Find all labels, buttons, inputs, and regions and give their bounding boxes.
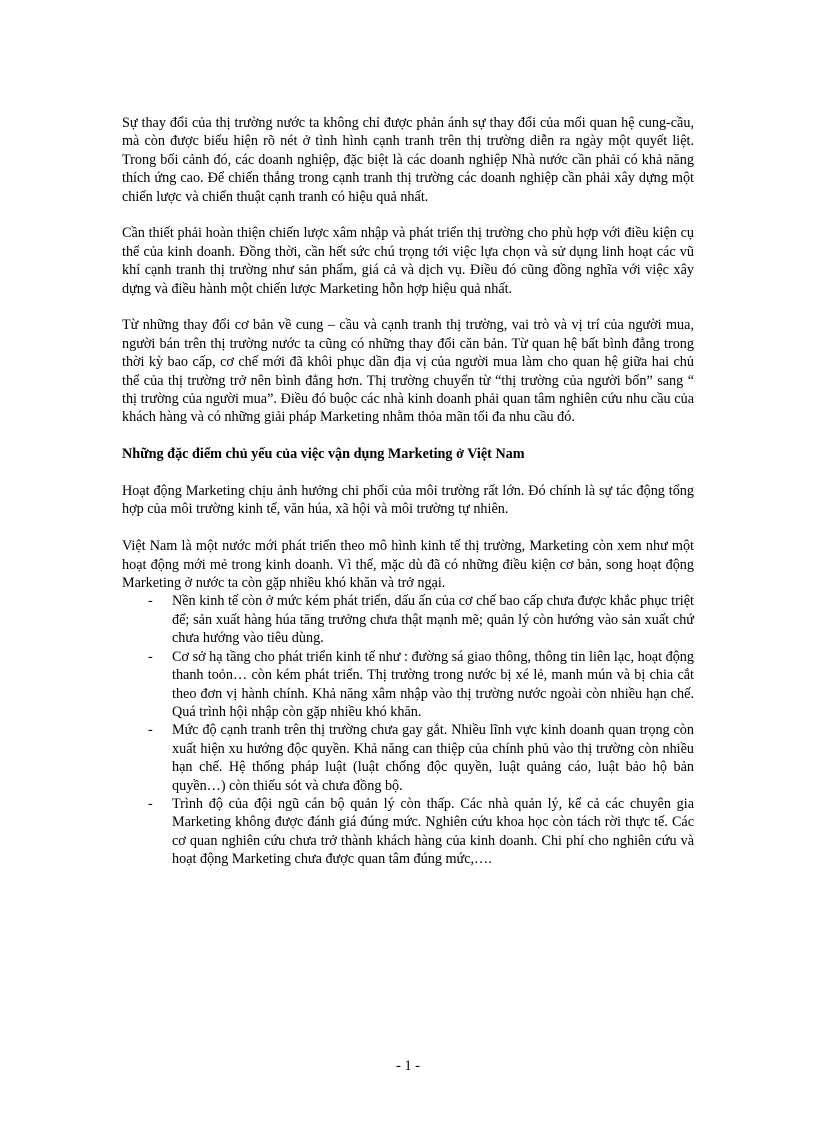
paragraph-strategy-need: Cần thiết phải hoàn thiện chiến lược xâm nhập và phát triển thị trường cho phù hợp với điều kiện cụ thể của kinh doanh. Đồng thời, cần hết sức chú trọng tới việc lựa chọn và sử dụng linh hoạt các vũ khí cạnh tranh thị trường như sản phẩm, giá cả và dịch vụ. Điều đó cũng đồng nghĩa với việc xây dựng và điều hành một chiến lược Marketing hỗn hợp hiệu quả nhất. (122, 225, 694, 297)
list-item (122, 648, 694, 722)
list-item (122, 592, 694, 647)
paragraph-market-change: Sự thay đổi của thị trường nước ta không chỉ được phản ánh sự thay đổi của mối quan hệ cung-cầu, mà còn được biểu hiện rõ nét ở tình hình cạnh tranh trên thị trường diễn ra ngày một quyết liệt. Trong bối cảnh đó, các doanh nghiệp, đặc biệt là các doanh nghiệp Nhà nước cần phải có khả năng thích ứng cao. Để chiến thắng trong cạnh tranh thị trường các doanh nghiệp cần phải xây dựng một chiến lược và chiến thuật cạnh tranh có hiệu quả nhất. (122, 115, 694, 205)
list-item-text: Trình độ của đội ngũ cán bộ quản lý còn thấp. Các nhà quản lý, kể cả các chuyên gia Marketing không được đánh giá đúng mức. Nghiên cứu khoa học còn tách rời thực tế. Các cơ quan nghiên cứu chưa trở thành khách hàng của kinh doanh. Chi phí cho nghiên cứu và hoạt động Marketing chưa được quan tâm đúng mức,…. (172, 795, 694, 868)
list-item-text: Mức độ cạnh tranh trên thị trường chưa gay gắt. Nhiều lĩnh vực kinh doanh quan trọng còn xuất hiện xu hướng độc quyền. Khả năng can thiệp của chính phủ vào thị trường còn nhiều hạn chế. Hệ thống pháp luật (luật chống độc quyền, luật quảng cáo, luật bảo hộ bản quyền…) còn thiếu sót và chưa đồng bộ. (172, 722, 694, 794)
list-item (122, 721, 694, 795)
list-item-text: Cơ sở hạ tầng cho phát triển kinh tế như : đường sá giao thông, thông tin liên lạc, hoạt động thanh toỏn… còn kém phát triển. Thị trường trong nước bị xé lẻ, manh mún và bị chia cắt theo đơn vị hành chính. Khả năng xâm nhập vào thị trường nước ngoài còn nhiều hạn chế. Quá trình hội nhập còn gặp nhiều khó khăn. (172, 648, 694, 720)
paragraph-marketing-environment: Hoạt động Marketing chịu ảnh hưởng chi phối của môi trường rất lớn. Đó chính là sự tác động tổng hợp của môi trường kinh tế, văn húa, xã hội và môi trường tự nhiên. (122, 483, 694, 518)
document-page (122, 114, 694, 869)
bullet-dash: - (148, 648, 153, 665)
list-item-text: Nền kinh tế còn ở mức kém phát triển, dấu ấn của cơ chế bao cấp chưa được khắc phục triệt để; sản xuất hàng húa tăng trưởng chưa thật mạnh mẽ; quản lý còn hướng vào sản xuất chứ chưa hướng vào tiêu dùng. (172, 593, 694, 647)
section-heading: Những đặc điểm chủ yếu của việc vận dụng Marketing ở Việt Nam (122, 446, 525, 463)
bullet-dash: - (148, 593, 153, 610)
difficulties-list (122, 592, 694, 868)
paragraph-buyer-seller-role: Từ những thay đổi cơ bản về cung – cầu và cạnh tranh thị trường, vai trò và vị trí của người mua, người bán trên thị trường nước ta cũng có những thay đổi căn bản. Từ quan hệ bất bình đẳng trong thời kỳ bao cấp, cơ chế mới đã khôi phục dần địa vị của người mua làm cho quan hệ giữa hai chủ thể của thị trường trở nên bình đẳng hơn. Thị trường chuyển từ “thị trường của người bốn” sang “ thị trường của người mua”. Điều đó buộc các nhà kinh doanh phải quan tâm nghiên cứu nhu cầu của khách hàng và có những giải pháp Marketing nhằm thỏa mãn tối đa nhu cầu đó. (122, 317, 694, 426)
bullet-dash: - (148, 795, 153, 812)
bullet-dash: - (148, 722, 153, 739)
list-item (122, 795, 694, 869)
page-number: - 1 - (396, 1058, 420, 1074)
paragraph-list-intro: Việt Nam là một nước mới phát triển theo mô hình kinh tế thị trường, Marketing còn xem như một hoạt động mới mẻ trong kinh doanh. Vì thế, mặc dù đã có những điều kiện cơ bản, song hoạt động Marketing ở nước ta còn gặp nhiều khó khăn và trở ngại. (122, 538, 694, 592)
